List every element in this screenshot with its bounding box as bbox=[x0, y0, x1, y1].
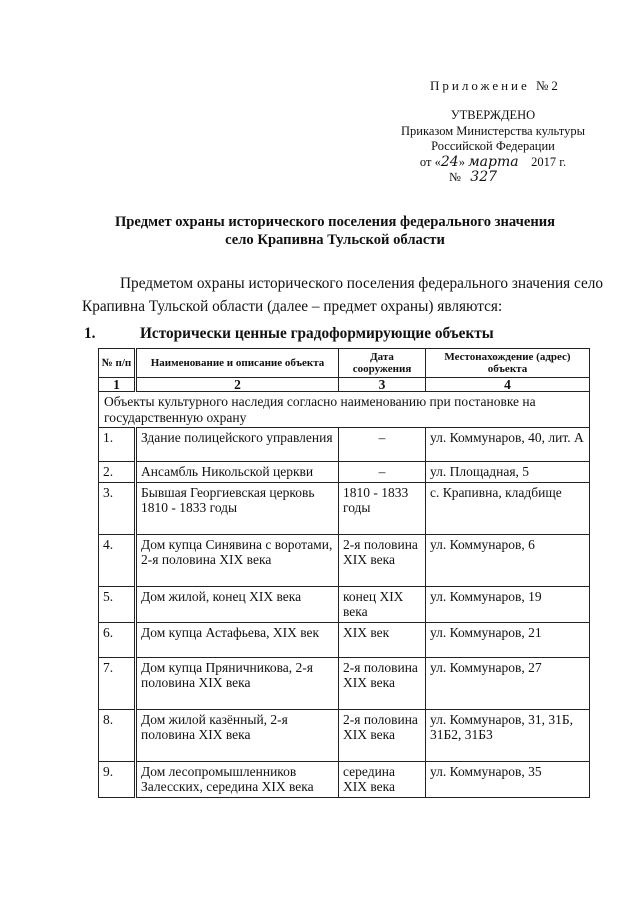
table-row bbox=[99, 657, 590, 709]
row-name: Здание полицейского управления bbox=[136, 428, 339, 462]
group-row bbox=[99, 392, 590, 428]
col-number-1: 1 bbox=[99, 378, 136, 392]
objects-table bbox=[98, 348, 590, 798]
table-row bbox=[99, 534, 590, 586]
column-number-row bbox=[99, 378, 590, 392]
row-name: Бывшая Георгиевская церковь 1810 - 1833 годы bbox=[136, 482, 339, 534]
row-address: ул. Коммунаров, 35 bbox=[426, 761, 590, 797]
table-header-row bbox=[99, 349, 590, 378]
row-address: ул. Коммунаров, 6 bbox=[426, 534, 590, 586]
section-title: Исторически ценные градоформирующие объекты bbox=[140, 325, 494, 342]
row-address: ул. Коммунаров, 27 bbox=[426, 657, 590, 709]
group-title: Объекты культурного наследия согласно наименованию при постановке на государственную охрану bbox=[99, 392, 590, 428]
approved-label: УТВЕРЖДЕНО bbox=[450, 108, 536, 122]
row-address: ул. Коммунаров, 40, лит. А bbox=[426, 428, 590, 462]
approval-stamp bbox=[398, 108, 588, 186]
row-date: 1810 - 1833 годы bbox=[339, 482, 426, 534]
row-num: 8. bbox=[99, 709, 136, 761]
intro-line-1: Предметом охраны исторического поселения федерального значения село bbox=[120, 275, 604, 292]
row-date: XIX век bbox=[339, 622, 426, 657]
col-header-date: Дата сооружения bbox=[339, 349, 426, 378]
order-line-2: Российской Федерации bbox=[431, 139, 555, 153]
table-row bbox=[99, 462, 590, 483]
date-day-handwritten: 24 bbox=[440, 153, 459, 170]
row-address: ул. Коммунаров, 31, 31Б, 31Б2, 31Б3 bbox=[426, 709, 590, 761]
table-row bbox=[99, 428, 590, 462]
table-row bbox=[99, 586, 590, 622]
row-name: Дом жилой, конец XIX века bbox=[136, 586, 339, 622]
row-address: с. Крапивна, кладбище bbox=[426, 482, 590, 534]
row-num: 2. bbox=[99, 462, 136, 483]
section-number: 1. bbox=[84, 325, 96, 342]
date-year: 2017 г. bbox=[531, 154, 567, 169]
appendix-label: Приложение №2 bbox=[430, 78, 561, 93]
row-name: Дом купца Синявина с воротами, 2-я половина XIX века bbox=[136, 534, 339, 586]
title-line-1: Предмет охраны исторического поселения федерального значения bbox=[114, 214, 556, 230]
row-num: 5. bbox=[99, 586, 136, 622]
document-title bbox=[60, 213, 610, 249]
row-date: – bbox=[339, 462, 426, 483]
row-address: ул. Площадная, 5 bbox=[426, 462, 590, 483]
col-header-address: Местонахождение (адрес) объекта bbox=[426, 349, 590, 378]
approval-date: от «24» марта 2017 г. bbox=[419, 153, 567, 170]
row-num: 6. bbox=[99, 622, 136, 657]
row-name: Дом лесопромышленников Залесских, середина XIX века bbox=[136, 761, 339, 797]
row-name: Дом купца Астафьева, XIX век bbox=[136, 622, 339, 657]
table-row bbox=[99, 709, 590, 761]
col-header-name: Наименование и описание объекта bbox=[136, 349, 339, 378]
table-row bbox=[99, 761, 590, 797]
order-number: № 327 bbox=[448, 169, 498, 185]
row-address: ул. Коммунаров, 21 bbox=[426, 622, 590, 657]
row-name: Дом жилой казённый, 2-я половина XIX века bbox=[136, 709, 339, 761]
row-date: 2-я половина XIX века bbox=[339, 534, 426, 586]
col-number-3: 3 bbox=[339, 378, 426, 392]
row-address: ул. Коммунаров, 19 bbox=[426, 586, 590, 622]
intro-paragraph bbox=[82, 272, 604, 318]
row-name: Дом купца Пряничникова, 2-я половина XIX века bbox=[136, 657, 339, 709]
date-month-handwritten: марта bbox=[468, 153, 519, 170]
title-line-2: село Крапивна Тульской области bbox=[225, 232, 445, 248]
row-date: середина XIX века bbox=[339, 761, 426, 797]
row-num: 9. bbox=[99, 761, 136, 797]
order-number-handwritten: 327 bbox=[470, 169, 498, 185]
row-num: 1. bbox=[99, 428, 136, 462]
order-line-1: Приказом Министерства культуры bbox=[401, 123, 585, 138]
row-num: 7. bbox=[99, 657, 136, 709]
row-date: – bbox=[339, 428, 426, 462]
table-row bbox=[99, 482, 590, 534]
row-date: 2-я половина XIX века bbox=[339, 709, 426, 761]
row-num: 4. bbox=[99, 534, 136, 586]
col-number-4: 4 bbox=[426, 378, 590, 392]
col-number-2: 2 bbox=[136, 378, 339, 392]
row-date: конец XIX века bbox=[339, 586, 426, 622]
table-row bbox=[99, 622, 590, 657]
row-num: 3. bbox=[99, 482, 136, 534]
col-header-num: № п/п bbox=[99, 349, 136, 378]
row-date: 2-я половина XIX века bbox=[339, 657, 426, 709]
intro-line-2: Крапивна Тульской области (далее – предмет охраны) являются: bbox=[82, 298, 503, 315]
row-name: Ансамбль Никольской церкви bbox=[136, 462, 339, 483]
section-heading bbox=[84, 325, 494, 343]
